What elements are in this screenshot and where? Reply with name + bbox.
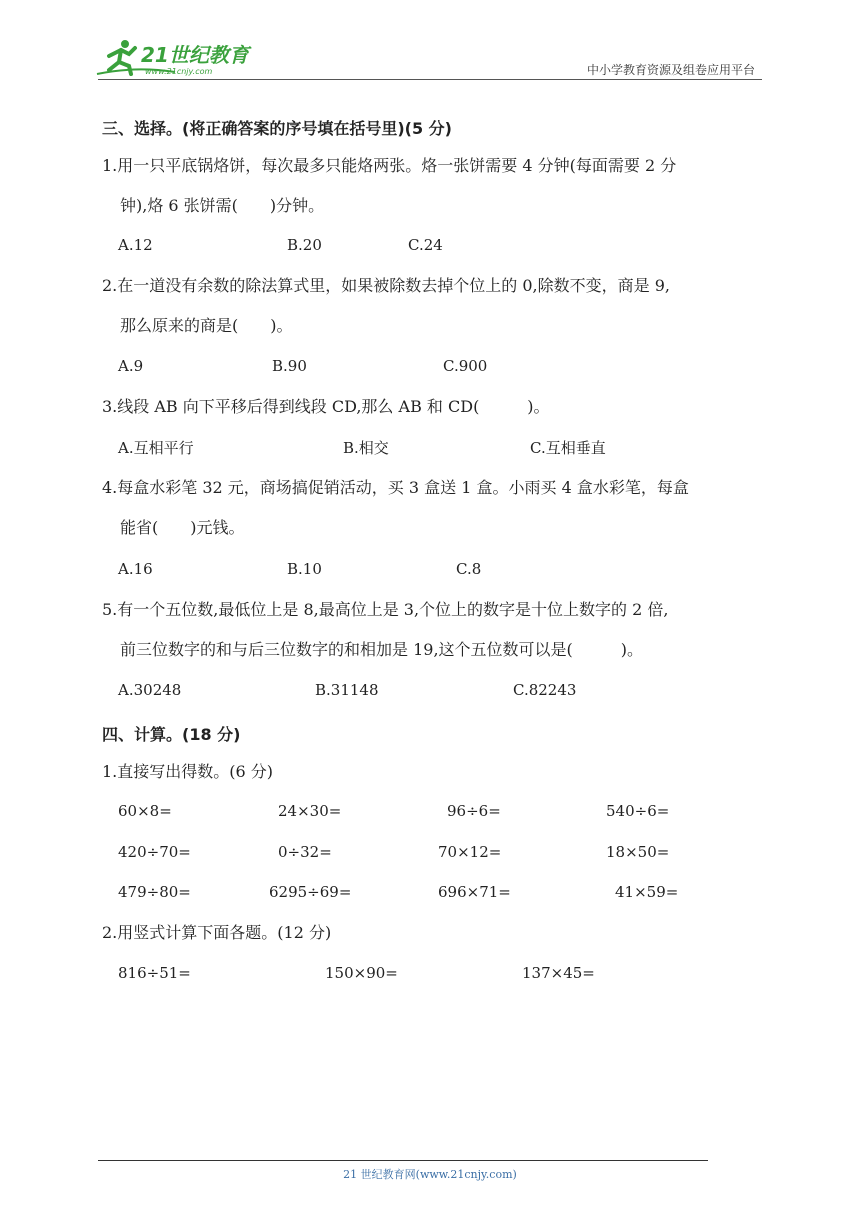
- calc-1-item: 0÷32=: [278, 843, 332, 861]
- calc-1-item: 18×50=: [606, 843, 670, 861]
- calc-1-item: 60×8=: [118, 802, 172, 820]
- question-3-option-c: C.互相垂直: [530, 439, 606, 457]
- question-4-line-2: 能省( )元钱。: [120, 518, 245, 537]
- question-2-line-2: 那么原来的商是( )。: [120, 316, 293, 335]
- question-3-line-1: 3.线段 AB 向下平移后得到线段 CD,那么 AB 和 CD( )。: [102, 397, 550, 416]
- question-4-option-a: A.16: [118, 560, 153, 578]
- calc-1-item: 24×30=: [278, 802, 342, 820]
- footer-divider: [98, 1160, 708, 1161]
- calc-1-item: 420÷70=: [118, 843, 191, 861]
- question-1-option-a: A.12: [118, 236, 153, 254]
- question-2-line-1: 2.在一道没有余数的除法算式里，如果被除数去掉个位上的 0,除数不变，商是 9,: [102, 276, 670, 295]
- question-3-option-b: B.相交: [343, 439, 389, 457]
- question-5-option-a: A.30248: [118, 681, 182, 699]
- question-1-line-1: 1.用一只平底锅烙饼，每次最多只能烙两张。烙一张饼需要 4 分钟(每面需要 2 分: [102, 156, 677, 175]
- logo-subtitle: www.21cnjy.com: [145, 67, 213, 76]
- runner-logo-icon: [95, 36, 265, 80]
- question-2-option-a: A.9: [118, 357, 144, 375]
- question-5-option-c: C.82243: [513, 681, 577, 699]
- footer-link[interactable]: 21 世纪教育网(www.21cnjy.com): [343, 1168, 517, 1181]
- logo-title: 21世纪教育: [141, 43, 249, 67]
- question-4-line-1: 4.每盒水彩笔 32 元，商场搞促销活动，买 3 盒送 1 盒。小雨买 4 盒水彩笔，每盒: [102, 478, 689, 497]
- header-divider: [98, 79, 762, 80]
- question-4-option-c: C.8: [456, 560, 482, 578]
- question-1-option-b: B.20: [287, 236, 322, 254]
- calc-2-item: 816÷51=: [118, 964, 191, 982]
- calc-1-item: 479÷80=: [118, 883, 191, 901]
- calc-1-item: 96÷6=: [447, 802, 501, 820]
- question-1-line-2: 钟),烙 6 张饼需( )分钟。: [120, 196, 325, 215]
- calc-2-item: 150×90=: [325, 964, 398, 982]
- question-5-line-2: 前三位数字的和与后三位数字的和相加是 19,这个五位数可以是( )。: [120, 640, 644, 659]
- question-5-line-1: 5.有一个五位数,最低位上是 8,最高位上是 3,个位上的数字是十位上数字的 2 倍,: [102, 600, 669, 619]
- calc-1-item: 6295÷69=: [269, 883, 352, 901]
- calc-1-item: 70×12=: [438, 843, 502, 861]
- question-1-option-c: C.24: [408, 236, 443, 254]
- question-4-option-b: B.10: [287, 560, 322, 578]
- question-2-option-b: B.90: [272, 357, 307, 375]
- section-calc-title: 四、计算。(18 分): [102, 725, 241, 744]
- calc-1-item: 41×59=: [615, 883, 679, 901]
- calc-2-title: 2.用竖式计算下面各题。(12 分): [102, 923, 332, 942]
- site-logo: [95, 36, 265, 80]
- question-2-option-c: C.900: [443, 357, 488, 375]
- question-3-option-a: A.互相平行: [118, 439, 194, 457]
- calc-1-item: 696×71=: [438, 883, 511, 901]
- platform-label: 中小学教育资源及组卷应用平台: [586, 63, 755, 77]
- calc-1-title: 1.直接写出得数。(6 分): [102, 762, 274, 781]
- section-choice-title: 三、选择。(将正确答案的序号填在括号里)(5 分): [102, 119, 452, 138]
- calc-1-item: 540÷6=: [606, 802, 670, 820]
- question-5-option-b: B.31148: [315, 681, 379, 699]
- calc-2-item: 137×45=: [522, 964, 595, 982]
